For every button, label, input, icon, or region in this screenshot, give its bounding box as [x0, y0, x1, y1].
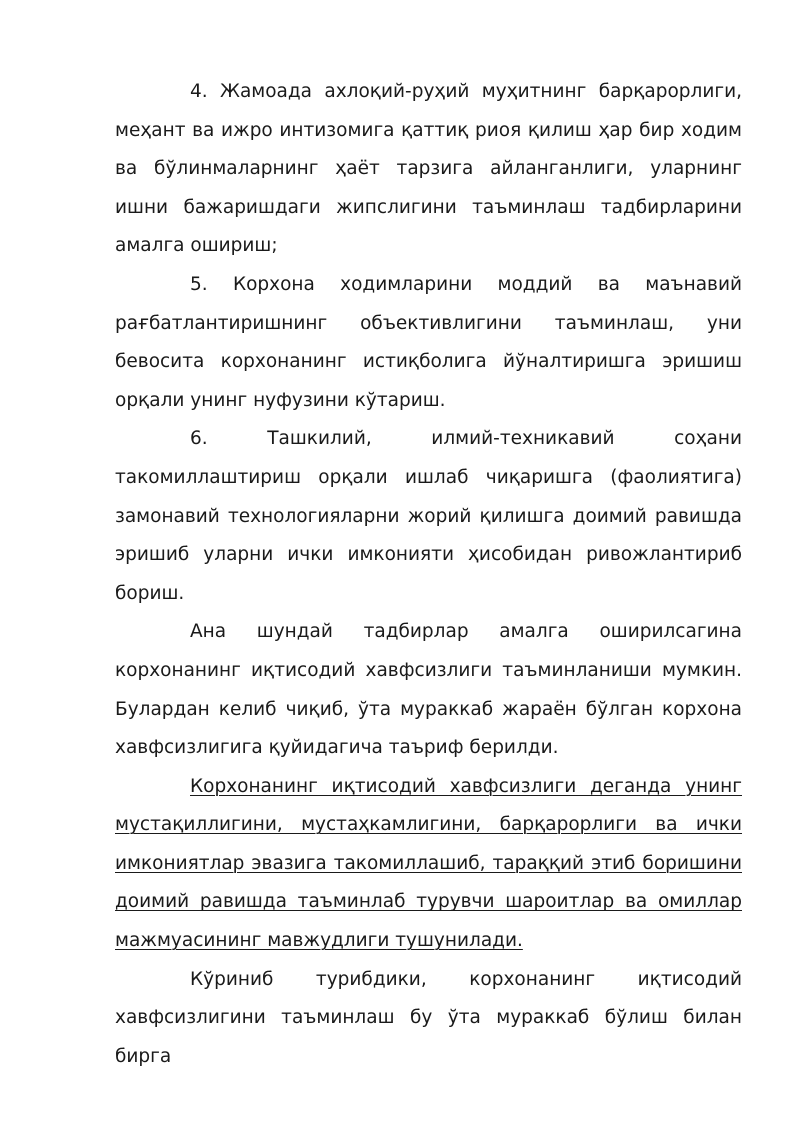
definition-paragraph — [115, 768, 742, 961]
paragraph-conclusion: Ана шундай тадбирлар амалга оширилсагина корхонанинг иқтисодий хавфсизлиги таъминланиши мумкин. Булардан келиб чиқиб, ўта мураккаб жараён бўлган корхона хавфсизлигига қуйидагича таъриф берилди. — [115, 621, 742, 759]
paragraph-item-5: 5. Корхона ходимларини моддий ва маънавий рағбатлантиришнинг объективлигини таъминлаш, уни бевосита корхонанинг истиқболига йўналтиришга эришиш орқали унинг нуфузини кўтариш. — [115, 273, 742, 411]
document-body — [115, 73, 742, 1076]
definition-text: Корхонанинг иқтисодий хавфсизлиги деганда унинг мустақиллигини, мустаҳкамлигини, барқарорлиги ва ички имкониятлар эвазига такомиллашиб, тараққий этиб боришини доимий равишда таъминлаб турувчи шароитлар ва омиллар мажмуасининг мавжудлиги тушунилади. — [115, 775, 742, 952]
paragraph-item-6: 6. Ташкилий, илмий-техникавий соҳани такомиллаштириш орқали ишлаб чиқаришга (фаолиятига) замонавий технологияларни жорий қилишга доимий равишда эришиб уларни ички имконияти ҳисобидан ривожлантириб бориш. — [115, 428, 742, 604]
paragraph-item-4: 4. Жамоада ахлоқий-руҳий муҳитнинг барқарорлиги, меҳант ва ижро интизомига қаттиқ риоя қилиш ҳар бир ходим ва бўлинмаларнинг ҳаёт тарзига айланганлиги, уларнинг ишни бажаришдаги жипслигини таъминлаш тадбирларини амалга ошириш; — [115, 81, 742, 257]
paragraph-continuation: Кўриниб турибдики, корхонанинг иқтисодий хавфсизлигини таъминлаш бу ўта мураккаб бўлиш билан бирга — [115, 968, 742, 1067]
